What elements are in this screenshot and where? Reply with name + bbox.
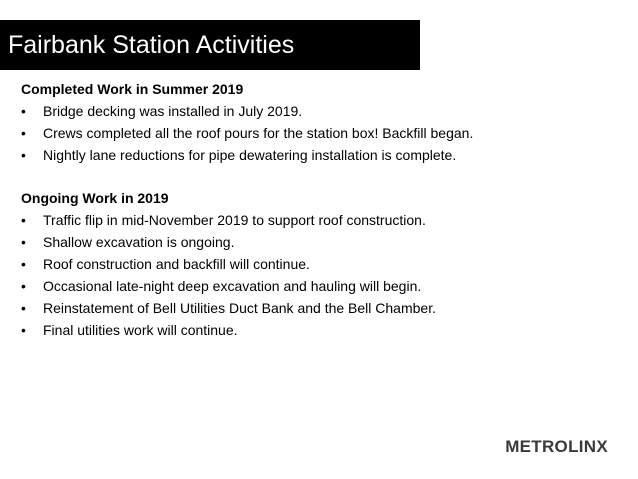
list-item-text: Bridge decking was installed in July 2019. xyxy=(43,103,303,119)
list-item-text: Shallow excavation is ongoing. xyxy=(43,234,235,250)
metrolinx-logo: METROLINX xyxy=(505,437,608,456)
list-item xyxy=(21,297,621,319)
list-item xyxy=(21,275,621,297)
title-bar xyxy=(0,20,420,70)
list-item xyxy=(21,209,621,231)
section-heading-completed: Completed Work in Summer 2019 xyxy=(21,81,244,97)
list-item-text: Nightly lane reductions for pipe dewatering installation is complete. xyxy=(43,147,457,163)
list-item xyxy=(21,100,621,122)
slide-title: Fairbank Station Activities xyxy=(8,30,295,59)
list-item-text: Reinstatement of Bell Utilities Duct Bank and the Bell Chamber. xyxy=(43,300,436,316)
list-item-text: Final utilities work will continue. xyxy=(43,322,238,338)
list-item xyxy=(21,253,621,275)
slide-content xyxy=(21,78,621,341)
bullet-icon: • xyxy=(21,147,26,163)
section-heading-ongoing: Ongoing Work in 2019 xyxy=(21,190,169,206)
list-item-text: Roof construction and backfill will continue. xyxy=(43,256,310,272)
bullet-icon: • xyxy=(21,256,26,272)
bullet-icon: • xyxy=(21,300,26,316)
list-item-text: Occasional late-night deep excavation and hauling will begin. xyxy=(43,278,422,294)
list-item-text: Crews completed all the roof pours for the station box! Backfill began. xyxy=(43,125,474,141)
bullet-icon: • xyxy=(21,278,26,294)
bullet-icon: • xyxy=(21,103,26,119)
bullet-icon: • xyxy=(21,212,26,228)
bullet-icon: • xyxy=(21,125,26,141)
section-spacer xyxy=(21,166,621,187)
list-item xyxy=(21,144,621,166)
completed-work-list xyxy=(21,100,621,166)
list-item xyxy=(21,319,621,341)
list-item xyxy=(21,231,621,253)
bullet-icon: • xyxy=(21,322,26,338)
ongoing-work-list xyxy=(21,209,621,341)
bullet-icon: • xyxy=(21,234,26,250)
list-item-text: Traffic flip in mid-November 2019 to support roof construction. xyxy=(43,212,426,228)
list-item xyxy=(21,122,621,144)
